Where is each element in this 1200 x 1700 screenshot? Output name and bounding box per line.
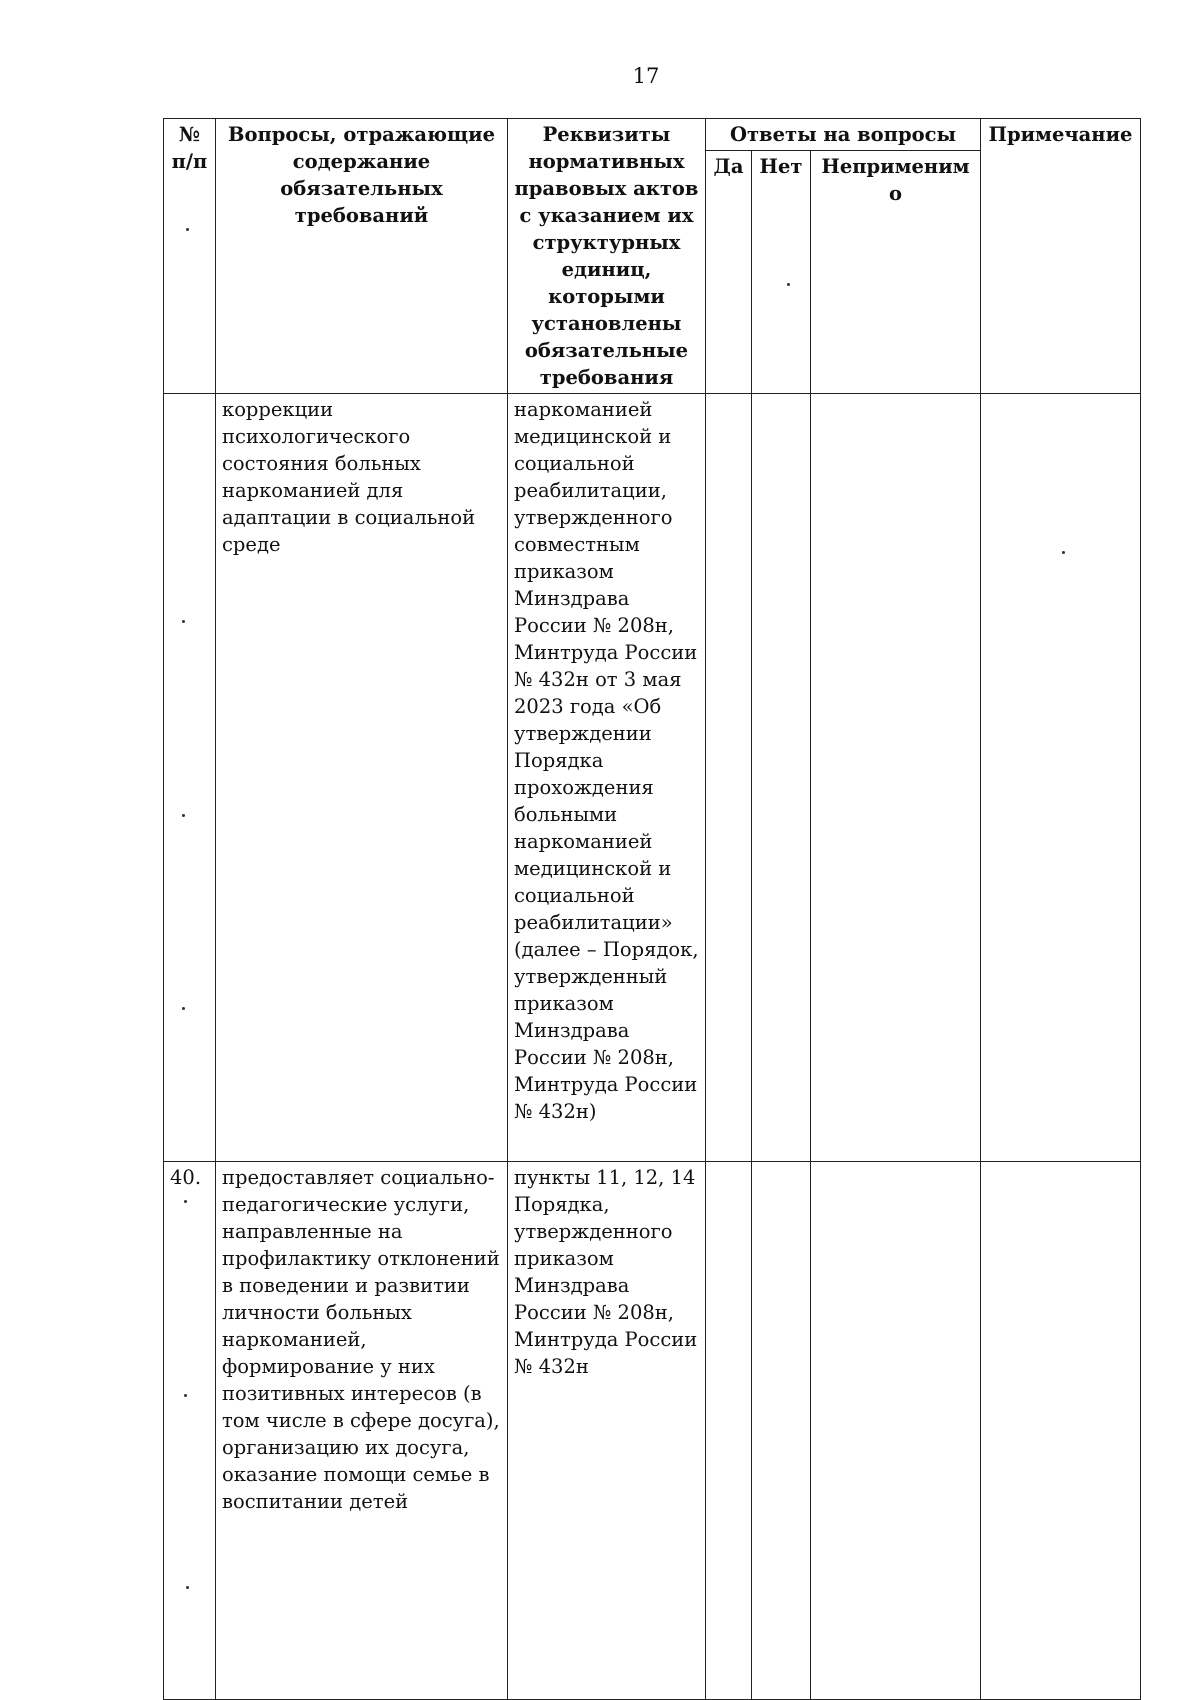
cell-no: [752, 1162, 811, 1700]
cell-note: [981, 394, 1141, 1162]
cell-yes: [706, 394, 752, 1162]
cell-question: предоставляет социально-педагогические услуги, направленные на профилактику отклонений в поведении и развитии личности больных наркоманией, формирование у них позитивных интересов (в том числе в сфере досуга), организацию их досуга, оказание помощи семье в воспитании детей: [216, 1162, 508, 1700]
cell-num: 40.: [164, 1162, 216, 1700]
scan-speck: [182, 620, 185, 623]
cell-requisites: пункты 11, 12, 14 Порядка, утвержденного приказом Минздрава России № 208н, Минтруда России № 432н: [508, 1162, 706, 1700]
scan-speck: [182, 814, 185, 817]
cell-requisites: наркоманией медицинской и социальной реабилитации, утвержденного совместным приказом Минздрава России № 208н, Минтруда России № 432н от 3 мая 2023 года «Об утверждении Порядка прохождения больными наркоманией медицинской и социальной реабилитации» (далее – Порядок, утвержденный приказом Минздрава России № 208н, Минтруда России № 432н): [508, 394, 706, 1162]
cell-yes: [706, 1162, 752, 1700]
cell-no: [752, 394, 811, 1162]
cell-note: [981, 1162, 1141, 1700]
scan-speck: [1062, 551, 1065, 554]
cell-num: [164, 394, 216, 1162]
header-not-applicable: Неприменимо: [811, 151, 981, 394]
page-number: 17: [632, 64, 660, 88]
header-requisites: Реквизиты нормативных правовых актов с указанием их структурных единиц, которыми установлены обязательные требования: [508, 119, 706, 394]
scan-speck: [787, 283, 790, 286]
header-question: Вопросы, отражающие содержание обязательных требований: [216, 119, 508, 394]
cell-not-applicable: [811, 1162, 981, 1700]
header-yes: Да: [706, 151, 752, 394]
table-row: [164, 394, 1141, 1162]
scan-speck: [184, 1394, 187, 1397]
scan-speck: [184, 1200, 187, 1203]
header-num: № п/п: [164, 119, 216, 394]
table-row: [164, 1162, 1141, 1700]
header-no: Нет: [752, 151, 811, 394]
header-note: Примечание: [981, 119, 1141, 394]
scan-speck: [182, 1007, 185, 1010]
cell-question: коррекции психологического состояния больных наркоманией для адаптации в социальной среде: [216, 394, 508, 1162]
checklist-table: [163, 118, 1141, 1700]
cell-not-applicable: [811, 394, 981, 1162]
table-header-row: [164, 119, 1141, 151]
scan-speck: [186, 1586, 189, 1589]
scan-speck: [186, 228, 189, 231]
header-answers-group: Ответы на вопросы: [706, 119, 981, 151]
